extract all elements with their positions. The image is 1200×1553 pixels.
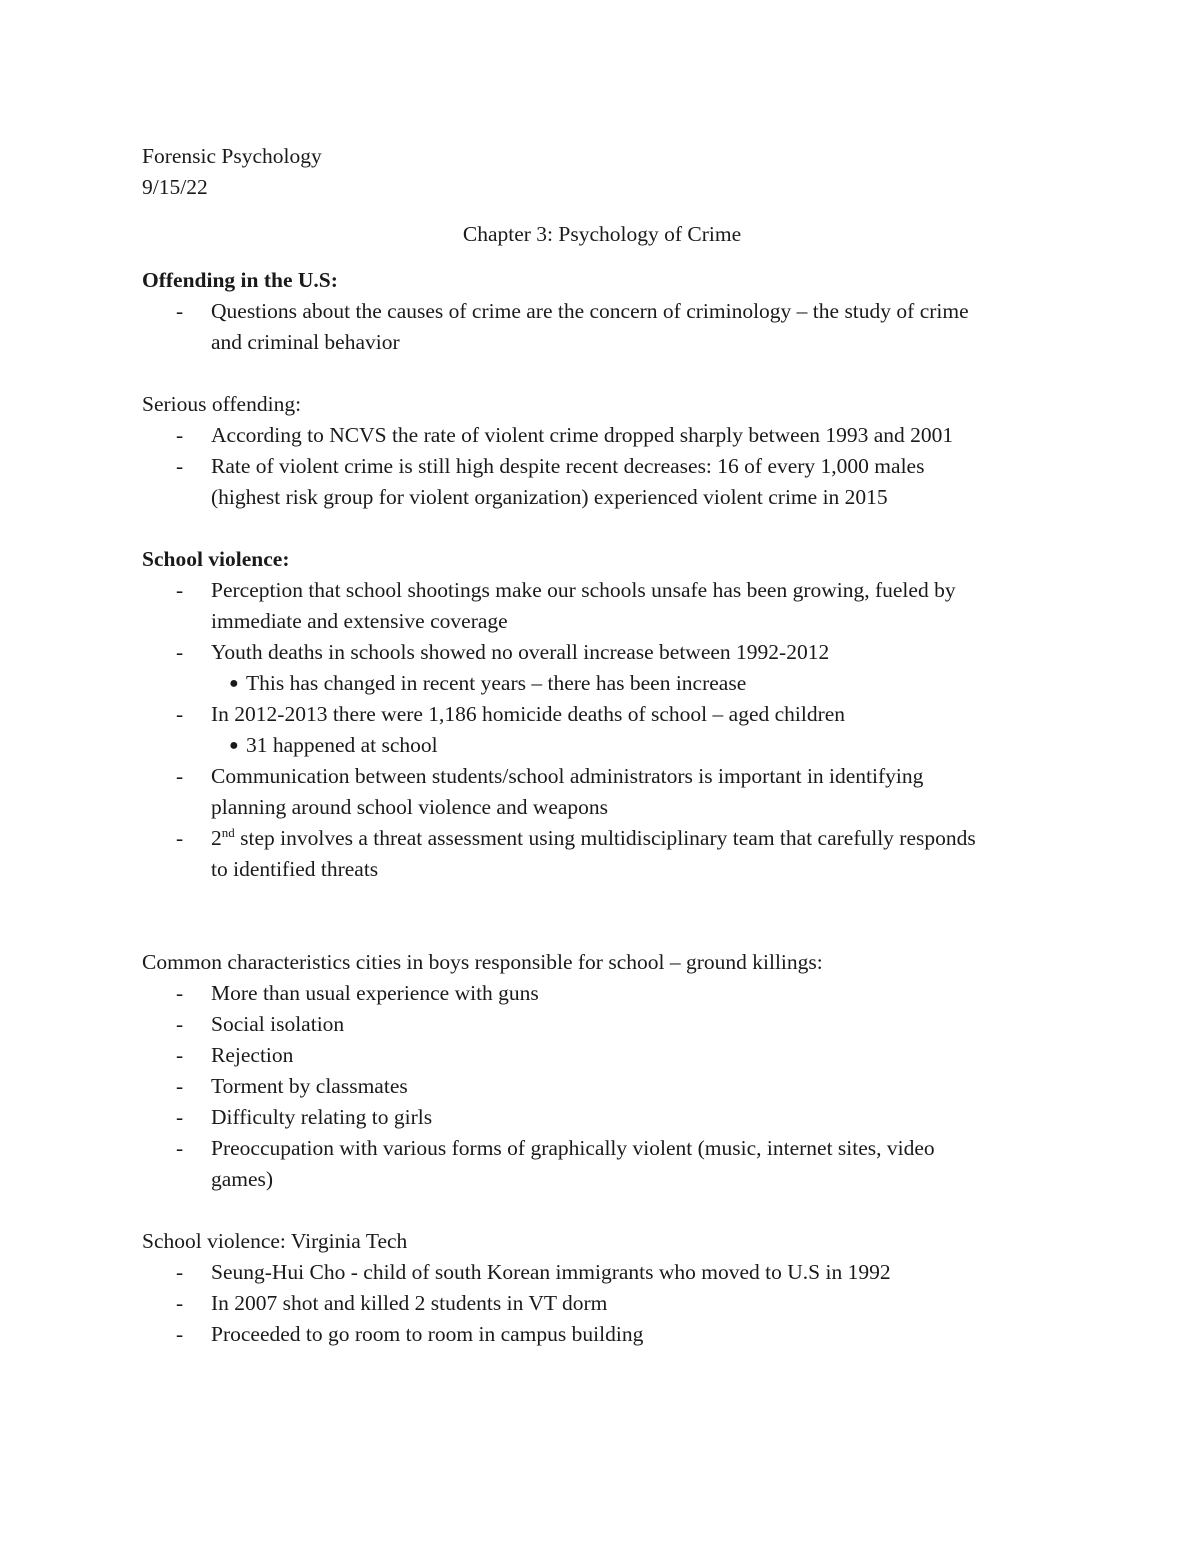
- list-item: - Social isolation: [142, 1009, 1062, 1040]
- dash-bullet: -: [176, 1322, 184, 1346]
- section-heading-offending: Offending in the U.S:: [142, 268, 338, 292]
- dash-bullet: -: [176, 1012, 184, 1036]
- sub-list-item: ● This has changed in recent years – there has been increase: [142, 668, 1062, 699]
- dash-bullet: -: [176, 826, 184, 850]
- dot-bullet: ●: [229, 675, 239, 692]
- dash-bullet: -: [176, 1105, 184, 1129]
- list-item: - Youth deaths in schools showed no overall increase between 1992-2012: [142, 637, 1062, 668]
- dash-bullet: -: [176, 423, 184, 447]
- list-item: - Preoccupation with various forms of graphically violent (music, internet sites, video games): [142, 1133, 1062, 1195]
- list-item: - In 2012-2013 there were 1,186 homicide deaths of school – aged children: [142, 699, 1062, 730]
- document-body: [142, 141, 1062, 1350]
- list-item: - More than usual experience with guns: [142, 978, 1062, 1009]
- section-heading-characteristics: Common characteristics cities in boys responsible for school – ground killings:: [142, 950, 823, 974]
- dash-bullet: -: [176, 640, 184, 664]
- sub-list-item: ● 31 happened at school: [142, 730, 1062, 761]
- list-item: - According to NCVS the rate of violent crime dropped sharply between 1993 and 2001: [142, 420, 1062, 451]
- dash-bullet: -: [176, 1136, 184, 1160]
- dash-bullet: -: [176, 578, 184, 602]
- dot-bullet: ●: [229, 737, 239, 754]
- list-item: - In 2007 shot and killed 2 students in VT dorm: [142, 1288, 1062, 1319]
- list-item: - Difficulty relating to girls: [142, 1102, 1062, 1133]
- list-item: - Communication between students/school administrators is important in identifying planning around school violence and weapons: [142, 761, 1062, 823]
- list-item: - Perception that school shootings make our schools unsafe has been growing, fueled by immediate and extensive coverage: [142, 575, 1062, 637]
- list-item: - 2nd step involves a threat assessment using multidisciplinary team that carefully responds to identified threats: [176, 825, 976, 881]
- list-item: - Questions about the causes of crime are the concern of criminology – the study of crime and criminal behavior: [142, 296, 1062, 358]
- note-date: 9/15/22: [142, 175, 208, 199]
- list-item: - Rate of violent crime is still high despite recent decreases: 16 of every 1,000 males (highest risk group for violent organization) experienced violent crime in 2015: [142, 451, 1062, 513]
- list-item: - Proceeded to go room to room in campus building: [142, 1319, 1062, 1350]
- dash-bullet: -: [176, 1043, 184, 1067]
- dash-bullet: -: [176, 1074, 184, 1098]
- dash-bullet: -: [176, 1291, 184, 1315]
- list-item: - Rejection: [142, 1040, 1062, 1071]
- dash-bullet: -: [176, 702, 184, 726]
- list-item: - Torment by classmates: [142, 1071, 1062, 1102]
- dash-bullet: -: [176, 981, 184, 1005]
- dash-bullet: -: [176, 454, 184, 478]
- chapter-title: Chapter 3: Psychology of Crime: [462, 222, 742, 246]
- section-heading-serious: Serious offending:: [142, 392, 302, 416]
- dash-bullet: -: [176, 1260, 184, 1284]
- list-item: - Seung-Hui Cho - child of south Korean immigrants who moved to U.S in 1992: [142, 1257, 1062, 1288]
- section-heading-virginia-tech: School violence: Virginia Tech: [142, 1229, 408, 1253]
- section-heading-school-violence: School violence:: [142, 547, 290, 571]
- course-title: Forensic Psychology: [142, 144, 322, 168]
- dash-bullet: -: [176, 764, 184, 788]
- dash-bullet: -: [176, 299, 184, 323]
